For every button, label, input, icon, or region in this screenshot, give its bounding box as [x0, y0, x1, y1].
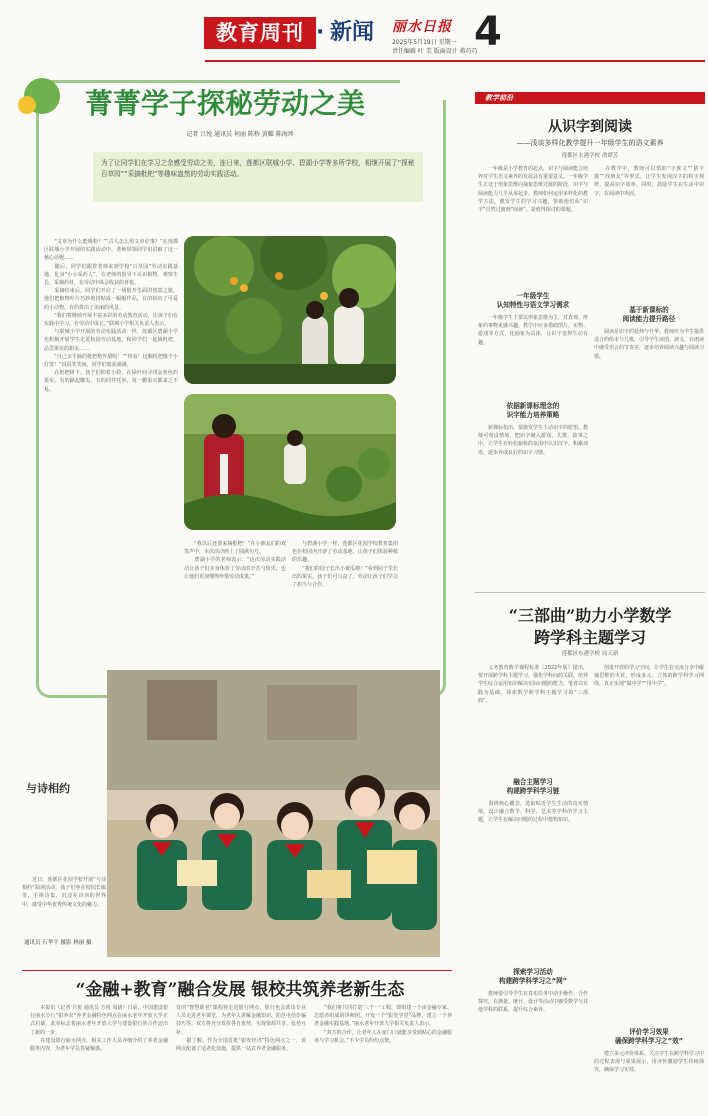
feature-column-1: “文章为什么能吸粉？”“古人怎么用文章论事？”在莲都区联城小学开展的实践活动中，老师带领同学们讲解了这一核心话题…… 随后，同学们跟着老师来到学校“百草园”劳动实践基地，化身“小小采药人”，在老师的指导下认识植物、观察生长、采摘药材，在劳动中体会收获的喜悦。 采摘结束后，同学们开启了一场别开生面的创意之旅。他们把植物叶片巧妙地拼贴成一幅幅作品，有的拼出了可爱的小动物，有的拼出了美丽的风景。 “我们将继续开展丰富多彩的劳动教育活动，让孩子们在实践中学习、在劳动中成长。”联城小学相关负责人表示。 与联城小学开展的劳动实践活动一样，莲都区碧湖小学也积极开展学生走进校园劳动基地，和同学们一起摘枇杷，品尝果实的甜美…… “自己亲手摘的枇杷格外甜呢！”“快看！这颗枇杷像个小灯笼！”说说笑笑间，同学们收获满满。 在枇杷树下，孩子们仰着小脸，在绿叶间寻找金黄色的果实。有的踮起脚尖，有的同伴托举，每一颗果实都来之不易。	[44, 239, 178, 393]
article2-author: 莲都区东港学校 周天新	[561, 651, 619, 657]
article-subhead-2: 依据新课标理念的 识字能力培养策略	[506, 402, 560, 419]
article-title: 从识字到阅读	[548, 119, 632, 135]
sun-badge-icon	[18, 96, 36, 114]
article2-body-c: 教师要引导学生在真实任务中动手操作、合作探究，在测量、统计、设计等活动中感受数学与其他学科的联系，提升综合素养。	[478, 991, 588, 1014]
divider	[475, 592, 705, 593]
poetry-caption: 近日，莲都区花园学校开展“与诗相约”阅读活动，孩子们坐在校园长廊里，手捧诗集，沉浸在诗词的世界中，感受中华优秀传统文化的魅力。	[22, 877, 106, 908]
photo-picking-loquats	[184, 236, 396, 384]
page-number: 4	[474, 9, 502, 55]
feature-title: 菁菁学子探秘劳动之美	[84, 87, 365, 120]
section-brand: 教育周刊	[204, 17, 316, 49]
column-tag: 教学前沿	[475, 92, 705, 104]
article-author: 莲都区水港学校 俞谭芳	[561, 153, 619, 159]
bottom-column-1: 本报讯（记者 吕悦 通讯员 方悦 周倩）日前，中国建设银行丽水分行“银养农”养老金融特色网点在丽水老年开放大学正式启幕，此举标志着丽水老年开放大学与建设银行的合作迈出了新的一步。 在建设银行丽水网点，相关工作人员详细介绍了养老金融服务内容，为老年学员答疑解惑。	[30, 1005, 168, 1053]
article-body-e: 阅读是识字的延伸与升华。教师应为学生提供适合的绘本与儿歌，引导学生读图、读文，在朗读中感受语言的节奏美，逐步培养阅读兴趣与阅读习惯。	[594, 329, 704, 360]
article2-body-d: 创设开放的学习空间，让学生在交流分享中碰撞思维的火花，形成多元、立体的跨学科学习网络，真正实现“做中学”“用中学”。	[594, 665, 704, 688]
article-body-a: 一年级是小学教育的起点，识字与阅读能力培养对学生语文素养的发展具有重要意义。一年级学生正处于形象思维向抽象思维过渡的阶段，识字与阅读能力几乎从零起步。教师如何运用多样化的教学方法，激发学生的学习兴趣，帮助他们从“识字”自然过渡到“阅读”，是值得探讨的课题。	[478, 166, 588, 214]
article-body-d: 在教学中，教师可以借助“字族文”“猜字谜”“找朋友”等形式，让学生发现汉字的构字规律，提高识字效率。同时，鼓励学生在生活中识字，在阅读中巩固。	[594, 166, 704, 197]
article-subhead-1: 一年级学生 认知特性与语文学习需求	[496, 292, 570, 309]
feature-byline: 记者 吕悦 通讯员 何丽 陈桥 黄耀 陈海珍	[186, 131, 294, 138]
article2-body-b: 围绕核心概念，选取贴近学生生活的真实情境，设计融合数学、科学、艺术等学科的学习主题，让学生在解决问题的过程中建构知识。	[478, 801, 588, 824]
feature-lead: 为了让同学们在学习之余感受劳动之美，连日来，莲都区联城小学、碧湖小学等多所学校，相继开展了“探秘百草园”“采摘枇杷”等趣味盎然的劳动实践活动。	[93, 152, 423, 202]
article2-subhead-1: 融合主题学习 构建跨学科学习链	[506, 778, 560, 795]
article2-body-a: 义务教育数学课程标准（2022年版）提出，要开展跨学科主题学习，强化学科间的关联，培养学生综合运用知识解决实际问题的能力。笔者以实践为基础，探索数学跨学科主题学习的“三部曲”。	[478, 665, 588, 704]
photo-reading-poetry	[107, 670, 440, 957]
bottom-rule	[22, 970, 452, 971]
article-subtitle: ——浅谈多样化教学提升一年级学生的语文素养	[516, 139, 664, 147]
brand-separator: ·	[316, 20, 325, 45]
article2-subhead-2: 探索学习活动 构建跨学科学习之“网”	[498, 968, 567, 985]
article2-body-e: 建立多元评价体系，关注学生在跨学科学习中的过程表现与成果展示，用评价激励学生持续探究，确保学习实效。	[594, 1051, 704, 1074]
frame-gap	[400, 70, 448, 100]
bottom-title: “金融+教育”融合发展 银校共筑养老新生态	[75, 980, 405, 1000]
feature-column-2: “我以后还要来摘枇杷！”在小朋友们的欢笑声中，本次活动画上了圆满句号。 碧湖小学的老师表示：“这次劳动实践活动让孩子们亲身体验了劳动的辛苦与快乐，也让他们更加懂得珍惜劳动成果。”	[184, 541, 286, 580]
editor-credits: 责任编辑 叶 美 版面设计 蒋巧巧	[392, 48, 478, 55]
poetry-credit: 通讯员 石华平 摄影 林丽 摄	[24, 940, 92, 946]
article2-subhead-3: 评价学习效果 确保跨学科学习之“效”	[614, 1028, 683, 1045]
poetry-heading: 与诗相约	[26, 782, 70, 795]
bottom-column-3: “我们将共同打造‘三个一’工程，即组建一个由金融专家、志愿者组成的讲师团，开发一个“银发学堂”品牌，建立一个养老金融实践基地。”丽水老年开放大学相关负责人表示。 “双方的合作，让老年人在家门口就能享受到贴心的金融服务与学习机会。”不少学员纷纷点赞。	[314, 1005, 452, 1044]
article-body-c: 新课标指出，要激发学生主动识字的愿望。教师可创设情境，把识字融入游戏、儿歌、故事之中，让学生在轻松愉快的氛围中认识汉字、积累词语，逐步养成良好的识字习惯。	[478, 425, 588, 456]
issue-date: 2025年5月19日 星期一	[392, 39, 457, 46]
feature-column-3: 与碧湖小学一样，莲都区花园学校教育集团也在校园内开辟了劳动基地，让孩子们体验种植的乐趣。 “我们的园子长出小黄瓜啦！”看到园子里长出的果实，孩子们可兴奋了。劳动让孩子们学会了担当与合作。	[292, 541, 398, 589]
article2-title: “三部曲”助力小学数学 跨学科主题学习	[508, 606, 672, 647]
article-body-b: 一年级学生主要以形象思维为主，对直观、形象的事物更感兴趣。教学中应多借助图片、实物、游戏等方式，化抽象为具体，让识字变得生动有趣。	[478, 315, 588, 346]
paper-logo: 丽水日报	[392, 19, 452, 35]
section-name: 新闻	[330, 20, 375, 45]
masthead-rule	[205, 60, 705, 62]
bottom-column-2: 发的“智慧助老”课程将走进银行网点，银行也会派出专业人员走进老年课堂，为老年人讲解金融知识、防范电信诈骗技巧等。双方将充分发挥各自优势，实现资源共享、优势互补。 据了解，作为全国首批“银发经济”特色网点之一，该网点配备了适老化设施，提供一站式养老金融服务。	[176, 1005, 306, 1053]
photo-herb-garden	[184, 394, 396, 530]
article-subhead-3: 基于新课标的 阅读能力提升路径	[622, 306, 676, 323]
